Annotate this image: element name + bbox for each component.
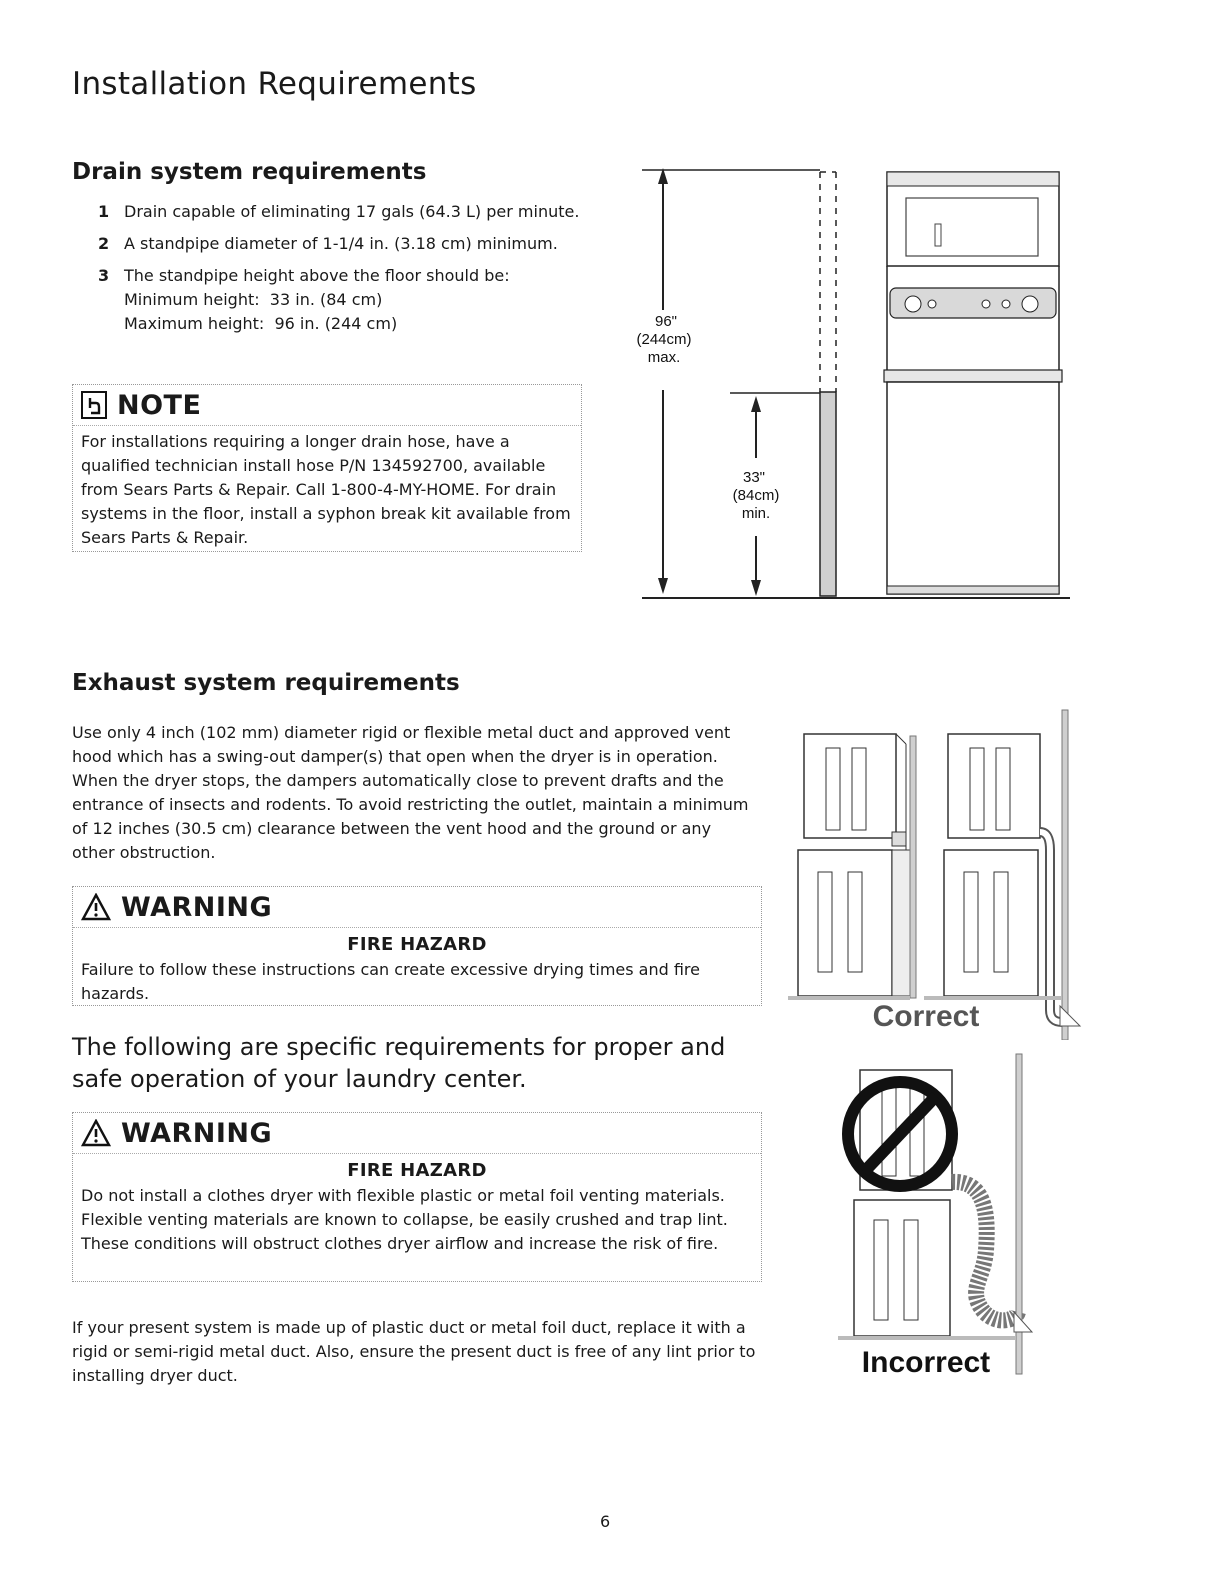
list-item bbox=[72, 200, 582, 224]
warning-label: WARNING bbox=[121, 1117, 273, 1149]
exhaust-heading: Exhaust system requirements bbox=[72, 670, 460, 696]
page-title: Installation Requirements bbox=[72, 66, 477, 102]
drain-requirements-list bbox=[72, 200, 582, 344]
lead-statement: The following are specific requirements for proper and safe operation of your laundry center. bbox=[72, 1033, 726, 1093]
page-number: 6 bbox=[600, 1512, 611, 1531]
exhaust-paragraph: Use only 4 inch (102 mm) diameter rigid or flexible metal duct and approved vent hood which has a swing-out damper(s) that open when the dryer is in operation. When the dryer stops, the dampers automatically close to prevent drafts and the entrance of insects and rodents. To avoid restricting the outlet, maintain a minimum of 12 inches (30.5 cm) clearance between the vent hood and the ground or any other obstruction. bbox=[72, 723, 749, 862]
list-text: A standpipe diameter of 1-1/4 in. (3.18 cm) minimum. bbox=[124, 234, 558, 253]
flexible-foil-duct bbox=[952, 1182, 1018, 1320]
warning-header bbox=[73, 1113, 761, 1154]
laundry-center-illustration bbox=[884, 172, 1062, 594]
correct-caption: Correct bbox=[872, 1000, 980, 1033]
arrow-head-down bbox=[751, 580, 761, 596]
warning-text: Failure to follow these instructions can create excessive drying times and fire hazards. bbox=[81, 960, 700, 1003]
list-text: The standpipe height above the floor should be: bbox=[124, 266, 510, 285]
list-item bbox=[72, 264, 582, 336]
note-hand-icon bbox=[81, 391, 107, 419]
note-header bbox=[73, 385, 581, 426]
incorrect-venting-illustration bbox=[838, 1050, 1048, 1390]
laundry-unit-left bbox=[798, 734, 912, 996]
arrow-head-down bbox=[658, 578, 668, 594]
warning-box-1 bbox=[72, 886, 762, 1006]
max-word: max. bbox=[647, 349, 681, 366]
max-value: 96" bbox=[654, 313, 678, 330]
max-metric: (244cm) bbox=[636, 331, 692, 348]
vent-hood bbox=[1060, 1006, 1080, 1026]
list-text: Drain capable of eliminating 17 gals (64.3 L) per minute. bbox=[124, 202, 580, 221]
laundry-unit-right bbox=[944, 734, 1062, 1022]
list-number: 3 bbox=[98, 266, 110, 285]
min-metric: (84cm) bbox=[732, 487, 780, 504]
warning-triangle-icon bbox=[81, 893, 111, 921]
hazard-title: FIRE HAZARD bbox=[347, 934, 487, 955]
list-number: 2 bbox=[98, 234, 110, 253]
list-item bbox=[72, 232, 582, 256]
note-text: For installations requiring a longer drain hose, have a qualified technician install hose P/N 134592700, available from Sears Parts & Repair. Call 1-800-4-MY-HOME. For drain systems in the floor, install a syphon break kit available from Sears Parts & Repair. bbox=[81, 432, 571, 547]
standpipe bbox=[820, 392, 836, 596]
floor bbox=[838, 1336, 1016, 1340]
note-box bbox=[72, 384, 582, 552]
closing-paragraph: If your present system is made up of plastic duct or metal foil duct, replace it with a rigid or semi-rigid metal duct. Also, ensure the present duct is free of any lint prior to installing dryer duct. bbox=[72, 1318, 756, 1385]
incorrect-caption: Incorrect bbox=[861, 1346, 991, 1379]
note-label: NOTE bbox=[117, 389, 202, 421]
warning-header bbox=[73, 887, 761, 928]
warning-box-2 bbox=[72, 1112, 762, 1282]
arrow-head-up bbox=[751, 396, 761, 412]
warning-text: Do not install a clothes dryer with flexible plastic or metal foil venting materials. Flexible venting materials are known to collapse, be easily crushed and trap lint. These conditions will obstruct clothes dryer airflow and increase the risk of fire. bbox=[81, 1186, 728, 1253]
list-number: 1 bbox=[98, 202, 110, 221]
max-height-line: Maximum height: 96 in. (244 cm) bbox=[124, 314, 398, 333]
drain-heading: Drain system requirements bbox=[72, 159, 427, 185]
min-word: min. bbox=[741, 505, 771, 522]
warning-triangle-icon bbox=[81, 1119, 111, 1147]
correct-venting-illustration bbox=[788, 700, 1088, 1040]
standpipe-height-diagram bbox=[620, 160, 1090, 610]
min-value: 33" bbox=[742, 469, 766, 486]
warning-label: WARNING bbox=[121, 891, 273, 923]
wall bbox=[1062, 710, 1068, 1040]
min-height-line: Minimum height: 33 in. (84 cm) bbox=[124, 290, 383, 309]
hazard-title: FIRE HAZARD bbox=[347, 1160, 487, 1181]
wall bbox=[910, 736, 916, 998]
